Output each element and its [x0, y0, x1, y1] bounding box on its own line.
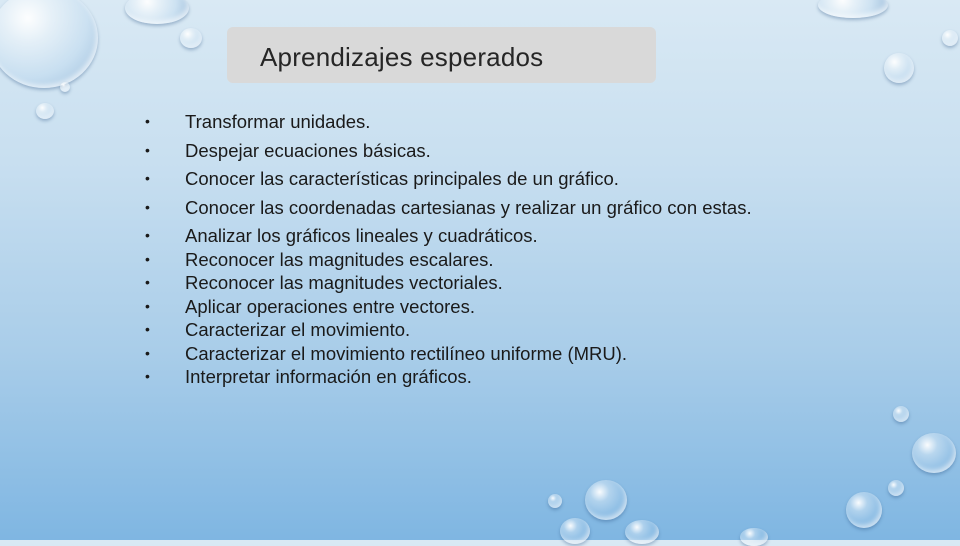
water-drop-decoration: [818, 0, 888, 18]
list-item: [145, 271, 925, 295]
water-drop-decoration: [912, 433, 956, 473]
water-drop-decoration: [625, 520, 659, 544]
water-drop-decoration: [36, 103, 54, 119]
water-drop-decoration: [180, 28, 202, 48]
title-box: [227, 27, 656, 83]
list-item-text: Analizar los gráficos lineales y cuadráticos.: [185, 225, 538, 246]
list-item: [145, 224, 925, 248]
list-item: [145, 365, 925, 389]
water-drop-decoration: [560, 518, 590, 544]
water-drop-decoration: [942, 30, 958, 46]
water-drop-decoration: [548, 494, 562, 508]
water-drop-decoration: [884, 53, 914, 83]
list-item-text: Reconocer las magnitudes vectoriales.: [185, 272, 503, 293]
water-drop-decoration: [585, 480, 627, 520]
list-item-text: Despejar ecuaciones básicas.: [185, 139, 431, 161]
list-item-text: Caracterizar el movimiento rectilíneo uniforme (MRU).: [185, 342, 628, 364]
bullet: •: [145, 227, 150, 243]
water-drop-decoration: [888, 480, 904, 496]
water-drop-decoration: [893, 406, 909, 422]
bullet: •: [145, 250, 150, 267]
list-item-text: Transformar unidades.: [185, 111, 371, 132]
list-item-text: Caracterizar el movimiento.: [185, 319, 411, 340]
water-drop-decoration: [846, 492, 882, 528]
objectives-list: [145, 110, 925, 389]
list-item: [145, 248, 925, 272]
water-drop-decoration: [60, 82, 70, 92]
list-item: [145, 295, 925, 319]
list-item: [145, 342, 925, 366]
bullet: •: [145, 141, 150, 158]
bullet: •: [145, 297, 150, 314]
water-drop-decoration: [0, 0, 98, 88]
list-item: [145, 196, 925, 220]
bullet: •: [145, 344, 150, 361]
bullet: •: [145, 368, 150, 384]
bullet: •: [145, 321, 150, 337]
list-item: [145, 139, 925, 163]
list-item-text: Reconocer las magnitudes escalares.: [185, 248, 494, 270]
list-item: [145, 110, 925, 134]
list-item-text: Interpretar información en gráficos.: [185, 366, 472, 387]
slide-title: Aprendizajes esperados: [260, 42, 544, 72]
bullet: •: [145, 198, 150, 215]
bullet: •: [145, 113, 150, 129]
list-item: [145, 318, 925, 342]
bullet: •: [145, 170, 150, 186]
list-item: [145, 167, 925, 191]
list-item-text: Aplicar operaciones entre vectores.: [185, 295, 475, 317]
list-item-text: Conocer las coordenadas cartesianas y realizar un gráfico con estas.: [185, 196, 752, 218]
water-drop-decoration: [125, 0, 189, 24]
list-item-text: Conocer las características principales de un gráfico.: [185, 168, 619, 189]
bullet: •: [145, 274, 150, 290]
water-drop-decoration: [740, 528, 768, 546]
